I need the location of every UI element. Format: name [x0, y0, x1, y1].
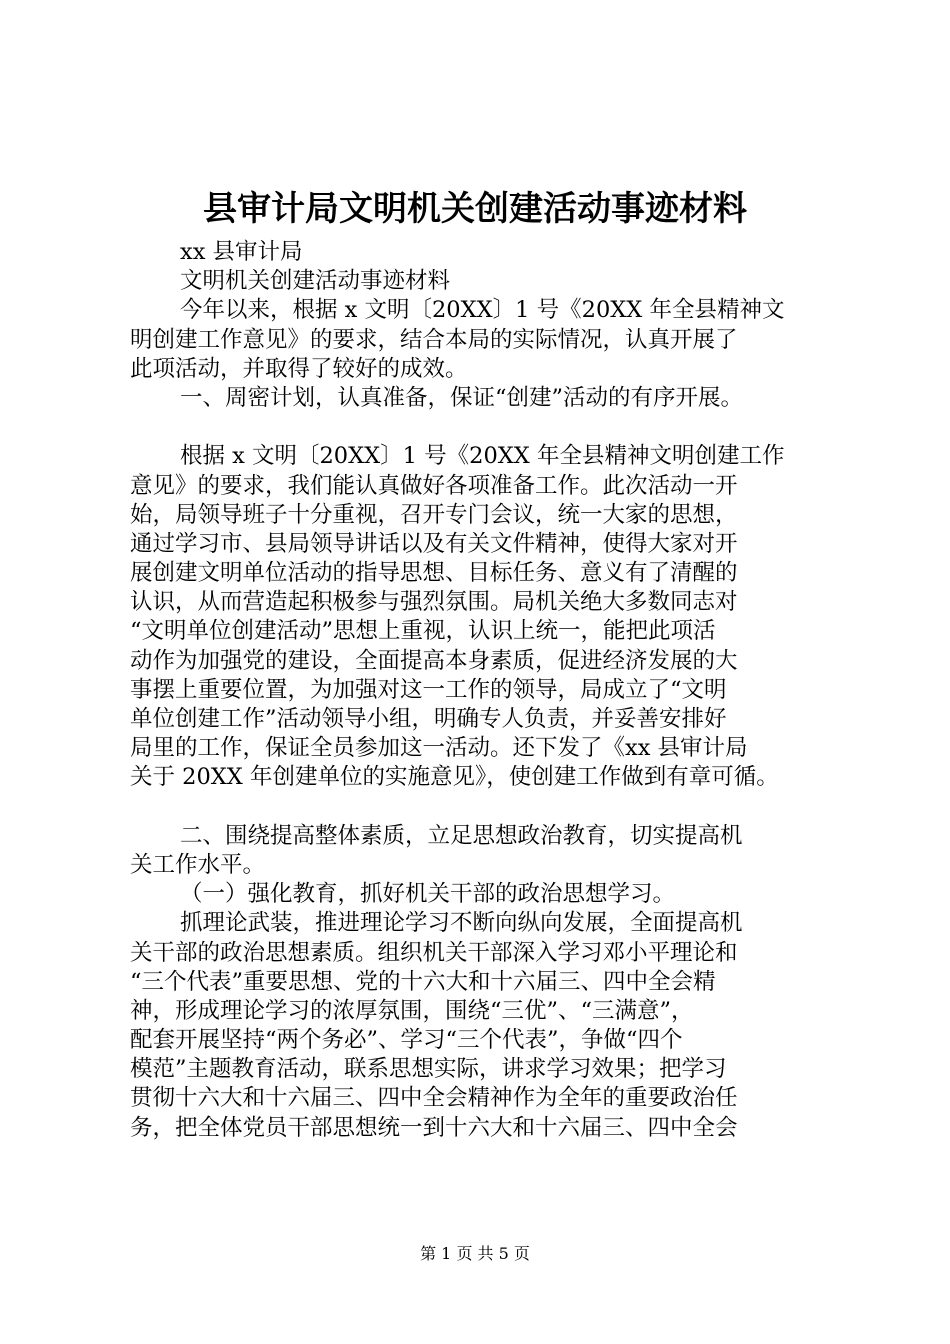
text-line: 局里的工作，保证全员参加这一活动。还下发了《xx 县审计局	[130, 735, 748, 762]
text-line: xx 县审计局	[180, 239, 303, 265]
text-line: 今年以来，根据 x 文明〔20XX〕1 号《20XX 年全县精神文	[180, 297, 785, 324]
document-body	[130, 238, 850, 1143]
text-line: 动作为加强党的建设，全面提高本身素质，促进经济发展的大	[130, 647, 738, 674]
text-line: 此项活动，并取得了较好的成效。	[130, 355, 468, 382]
text-line: 事摆上重要位置，为加强对这一工作的领导，局成立了“文明	[130, 676, 727, 703]
text-line: 抓理论武装，推进理论学习不断向纵向发展，全面提高机	[180, 910, 743, 937]
text-line: 文明机关创建活动事迹材料	[180, 268, 451, 295]
text-line: 明创建工作意见》的要求，结合本局的实际情况，认真开展了	[130, 326, 738, 353]
text-line: 认识，从而营造起积极参与强烈氛围。局机关绝大多数同志对	[130, 589, 738, 616]
document-title: 县审计局文明机关创建活动事迹材料	[203, 189, 747, 229]
text-line: 一、周密计划，认真准备，保证“创建”活动的有序开展。	[180, 384, 744, 411]
blank-line	[130, 793, 850, 822]
text-line: 根据 x 文明〔20XX〕1 号《20XX 年全县精神文明创建工作	[180, 443, 785, 470]
blank-line	[130, 413, 850, 442]
text-line: 配套开展坚持“两个务必”、学习“三个代表”，争做“四个	[130, 1027, 683, 1054]
text-line: （一）强化教育，抓好机关干部的政治思想学习。	[180, 881, 676, 908]
text-line: 贯彻十六大和十六届三、四中全会精神作为全年的重要政治任	[130, 1085, 738, 1112]
text-line: 单位创建工作”活动领导小组，明确专人负责，并妥善安排好	[130, 706, 727, 732]
text-line: 模范”主题教育活动，联系思想实际，讲求学习效果；把学习	[130, 1056, 727, 1083]
text-line: 关工作水平。	[130, 851, 266, 878]
text-line: 通过学习市、县局领导讲话以及有关文件精神，使得大家对开	[130, 530, 738, 557]
text-line: 展创建文明单位活动的指导思想、目标任务、意义有了清醒的	[130, 560, 738, 587]
text-line: 神，形成理论学习的浓厚氛围，围绕“三优”、“三满意”，	[130, 997, 694, 1024]
page-footer: 第 1 页 共 5 页	[420, 1244, 530, 1263]
text-line: 二、围绕提高整体素质，立足思想政治教育，切实提高机	[180, 822, 743, 849]
text-line: “三个代表”重要思想、党的十六大和十六届三、四中全会精	[130, 968, 716, 995]
text-line: “文明单位创建活动”思想上重视，认识上统一，能把此项活	[130, 618, 716, 645]
text-line: 关于 20XX 年创建单位的实施意见》，使创建工作做到有章可循。	[130, 764, 779, 791]
text-line: 始，局领导班子十分重视，召开专门会议，统一大家的思想，	[130, 501, 738, 528]
text-line: 关干部的政治思想素质。组织机关干部深入学习邓小平理论和	[130, 939, 738, 966]
text-line: 意见》的要求，我们能认真做好各项准备工作。此次活动一开	[130, 472, 738, 499]
text-line: 务，把全体党员干部思想统一到十六大和十六届三、四中全会	[130, 1114, 738, 1141]
